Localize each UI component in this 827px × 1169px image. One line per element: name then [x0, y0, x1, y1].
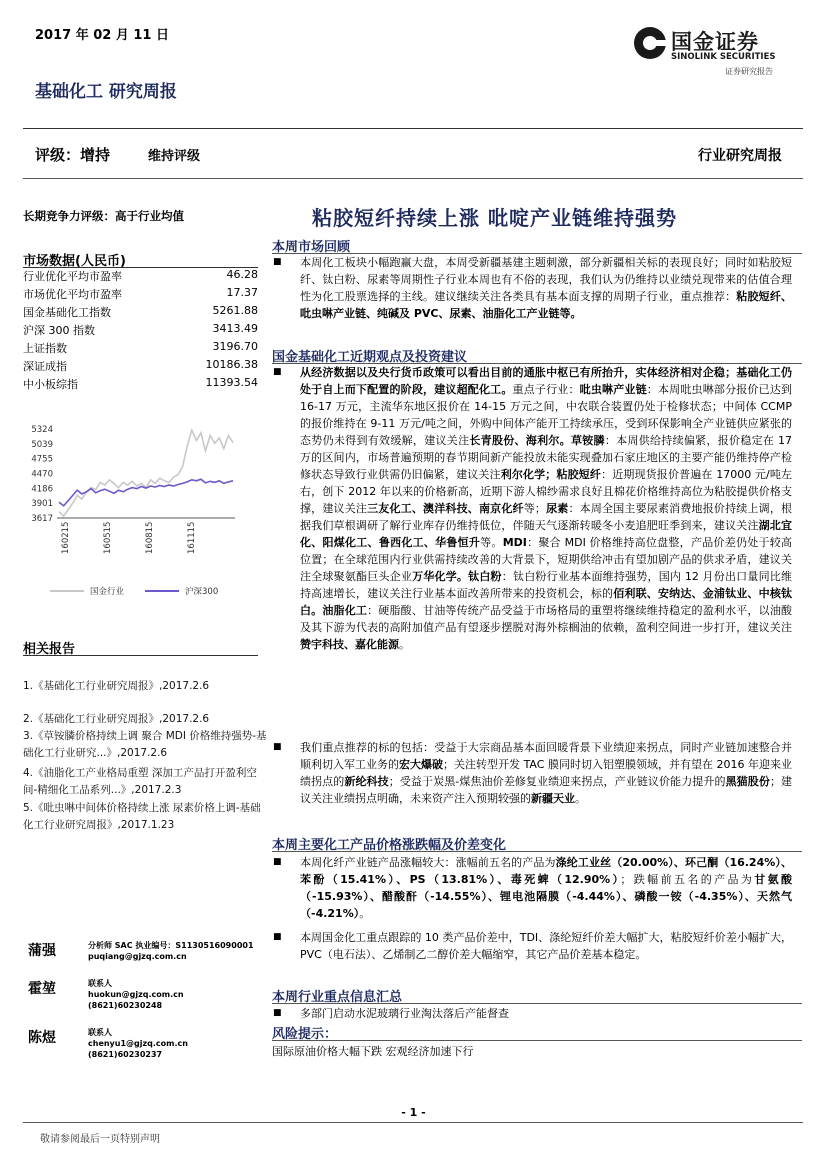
analyst-info-line: 分析师 SAC 执业编号：S1130516090001	[88, 941, 254, 950]
market-row-label: 上证指数	[23, 342, 67, 355]
rating-value: 增持	[80, 146, 111, 164]
y-tick-label: 4470	[31, 469, 53, 480]
recommendation-paragraph	[300, 739, 792, 807]
logo-subtitle: 证券研究报告	[725, 67, 773, 76]
market-row	[23, 358, 258, 375]
series-line-industry	[59, 430, 233, 516]
related-report-item[interactable]: 1.《基础化工行业研究周报》,2017.2.6	[23, 680, 210, 692]
analyst-phone: (8621)60230237	[88, 1050, 163, 1059]
text-run-bold: 黑猫股份	[725, 775, 770, 788]
text-run: ；受益于炭黑-煤焦油价差修复业绩迎来拐点，产业链议价能力提升的	[388, 775, 726, 788]
logo-cn: 国金证券	[671, 30, 759, 54]
rating-divider	[23, 178, 803, 179]
market-row-label: 市场优化平均市盈率	[23, 288, 122, 301]
x-tick-label: 160815	[145, 521, 155, 554]
text-run: ；建议关注业绩拐点明确，未来资产注入预期较强的	[300, 775, 793, 805]
x-tick-label: 160515	[103, 521, 113, 554]
section-divider	[272, 851, 802, 852]
market-row	[23, 286, 258, 303]
spread-paragraph: 本周国金化工重点跟踪的 10 类产品价差中，TDI、涤纶短纤价差大幅扩大，粘胶短纤价差小幅扩大，PVC（电石法）、乙烯制乙二醇价差大幅缩窄，其它产品价差基本稳定。	[300, 931, 792, 961]
text-run: ：钛白粉行业基本面维持强势，国内 12 月份出口量同比维持高速增长，建议关注行业基本面改善所带来的投资机会，标的	[300, 570, 793, 600]
market-row-label: 沪深 300 指数	[23, 324, 95, 337]
legend-label: 国金行业	[90, 587, 125, 597]
analyst-email[interactable]: puqiang@gjzq.com.cn	[88, 952, 187, 961]
bullet-icon: ■	[273, 1008, 282, 1018]
y-tick-label: 4755	[31, 454, 53, 465]
analyst-info	[88, 978, 184, 1011]
text-run-bold: 佰利联、安纳达、金浦钛业、中核钛白。油脂化工	[300, 587, 793, 617]
section-divider	[272, 1040, 802, 1041]
sinolink-logo-icon	[633, 26, 667, 60]
footer-disclaimer[interactable]: 敬请参阅最后一页特别声明	[40, 1134, 160, 1145]
text-run-bold: 新疆天业	[531, 792, 575, 805]
text-run-bold: 宏大爆破	[399, 758, 444, 771]
text-run: 本周化工板块小幅跑赢大盘，本周受新疆基建主题刺激，部分新疆相关标的表现良好；同时如粘胶短纤、钛白粉、尿素等周期性子行业本周也有不俗的表现，我们认为仍维持以业绩兑现带来的估值合理性为化工股票选择的主线。建议继续关注各类具有基本面支撑的周期子行业，重点推荐：	[300, 256, 792, 303]
related-reports-title: 相关报告	[23, 642, 76, 657]
market-row-value: 10186.38	[205, 358, 258, 371]
market-row-label: 行业优化平均市盈率	[23, 270, 122, 283]
analyst-info	[88, 1027, 188, 1060]
footer-divider	[23, 1122, 803, 1123]
market-row-value: 11393.54	[205, 376, 258, 389]
text-run: ：聚合 MDI 价格维持高位盘整，产品价差仍处于较高位置；在全球范围内行业供需持续改善的大背景下，短期供给冲击有望加剧产品的供求矛盾，建议关注全球聚氨酯巨头企业	[300, 536, 793, 583]
text-run: 重点子行业：	[512, 383, 580, 396]
views-paragraph	[300, 364, 792, 653]
y-tick-label: 4186	[31, 484, 53, 495]
section-title-market-review: 本周市场回顾	[272, 240, 351, 255]
section-title-industry-news: 本周行业重点信息汇总	[272, 990, 403, 1005]
text-run-bold: 吡虫啉产业链	[579, 383, 647, 396]
text-run-bold: 甘氨酸（-15.93%）、醋酸酐（-14.55%）、锂电池隔膜（-4.44%）、磷酸一铵（-4.35%）、天然气（-4.21%）	[300, 873, 793, 920]
analyst-email[interactable]: huokun@gjzq.com.cn	[88, 990, 184, 999]
legend-label: 沪深300	[185, 587, 219, 597]
text-run: ：硬脂酸、甘油等传统产品受益于市场格局的重塑将继续维持稳定的盈利水平，以油酸及其下游为代表的高附加值产品有望逐步摆脱对海外棕榈油的依赖，盈利空间进一步打开，建议关注	[300, 604, 793, 634]
text-run-bold: 长青股份、海利尔。草铵膦	[469, 434, 605, 447]
long-term-rating: 长期竞争力评级：高于行业均值	[23, 209, 184, 223]
text-run: 。	[399, 638, 410, 651]
market-row-value: 17.37	[226, 286, 258, 299]
text-run: 等；	[523, 502, 546, 515]
market-row	[23, 268, 258, 285]
text-run-bold: 从经济数据以及央行货币政策可以看出目前的通胀中枢已有所抬升，实体经济相对企稳；基础化工仍处于自上而下配置的阶段，建议超配化工。	[300, 366, 792, 396]
y-tick-label: 5039	[31, 439, 53, 450]
market-row-label: 国金基础化工指数	[23, 306, 111, 319]
text-run-bold: 赞宇科技、嘉化能源	[300, 638, 399, 651]
index-chart-svg	[15, 415, 265, 605]
section-title-price-changes: 本周主要化工产品价格涨跌幅及价差变化	[272, 838, 507, 853]
text-run-bold: 粘胶短纤、吡虫啉产业链、纯碱及 PVC、尿素、油脂化工产业链等。	[300, 290, 793, 320]
market-row	[23, 376, 258, 393]
bullet-icon: ■	[273, 932, 282, 942]
bullet-icon: ■	[273, 857, 282, 867]
analyst-info-line: 联系人	[88, 1028, 112, 1037]
text-run-bold: 尿素	[545, 502, 569, 515]
related-report-item[interactable]: 3.《草铵膦价格持续上调 聚合 MDI 价格维持强势-基础化工行业研究...》,2017.2.6	[23, 730, 267, 759]
x-tick-label: 161115	[187, 521, 197, 554]
text-run-bold: 新纶科技	[344, 775, 389, 788]
x-tick-label: 160215	[61, 521, 71, 554]
market-row-value: 3413.49	[212, 322, 258, 335]
market-row-label: 中小板综指	[23, 378, 78, 391]
analyst-info-line: 联系人	[88, 979, 112, 988]
market-row-value: 5261.88	[212, 304, 258, 317]
report-date: 2017 年 02 月 11 日	[35, 28, 169, 43]
rating-keep: 维持评级	[148, 149, 201, 164]
text-run: ：本周吡虫啉部分报价已达到 16-17 万元，主流华东地区报价在 14-15 万元之间，中农联合装置仍处于检修状态；中间体 CCMP 的报价维持在 9-11 万元/吨之间，外购中间体产能开工持续承压，受到环保影响全产业链供应紧张的态势仍未得到有效缓解，建议关注	[300, 383, 793, 447]
index-chart	[15, 415, 265, 605]
analyst-email[interactable]: chenyu1@gjzq.com.cn	[88, 1039, 188, 1048]
rating-line	[35, 144, 200, 165]
text-run-bold: MDI	[502, 536, 527, 549]
section-title-views: 国金基础化工近期观点及投资建议	[272, 350, 468, 365]
report-category-title: 基础化工 研究周报	[35, 82, 177, 102]
text-run-bold: 三友化工、澳洋科技、南京化纤	[367, 502, 524, 515]
section-divider	[272, 1003, 802, 1004]
text-run-bold: 涤纶工业丝（20.00%）、环己酮（16.24%）、苯酚（15.41%）、PS（13.81%）、毒死蜱（12.90%）	[300, 856, 792, 886]
y-tick-label: 3901	[31, 499, 53, 510]
market-review-paragraph	[300, 254, 792, 322]
text-run-bold: 万华化学。钛白粉	[412, 570, 502, 583]
header-divider	[23, 128, 803, 129]
page-number: - 1 -	[401, 1106, 426, 1119]
market-row	[23, 304, 258, 321]
bullet-icon: ■	[273, 257, 282, 267]
related-report-item[interactable]: 4.《油脂化工产业格局重塑 深加工产品打开盈利空间-精细化工品系列...》,2017.2.3	[23, 767, 257, 796]
risk-text: 国际原油价格大幅下跌 宏观经济加速下行	[272, 1045, 474, 1058]
bullet-icon: ■	[273, 742, 282, 752]
market-row-value: 3196.70	[212, 340, 258, 353]
text-run-bold: 湖北宜化、阳煤化工、鲁西化工、华鲁恒升	[300, 519, 792, 549]
main-title: 粘胶短纤持续上涨 吡啶产业链维持强势	[312, 206, 677, 230]
market-row	[23, 322, 258, 339]
text-run: 我们重点推荐的标的包括：受益于大宗商品基本面回暖背景下业绩迎来拐点，同时产业链加速整合并顺利切入军工业务的	[300, 741, 792, 771]
logo-en: SINOLINK SECURITIES	[671, 52, 776, 62]
analyst-name: 陈煜	[28, 1030, 56, 1046]
analyst-name: 蒲强	[28, 943, 56, 959]
section-title-risk: 风险提示：	[272, 1027, 338, 1042]
text-run: ：本周供给持续偏紧，报价稳定在 17 万的区间内，市场普遍预期的春节期间新产能投放未能实现叠加石家庄地区的主要产能仍维持停产检修状态导致行业供需仍旧偏紧，建议关注	[300, 434, 793, 481]
series-line-hs300	[59, 479, 233, 506]
analyst-phone: (8621)60230248	[88, 1001, 163, 1010]
market-row-value: 46.28	[226, 268, 258, 281]
text-run-bold: 利尔化学；粘胶短纤	[500, 468, 602, 481]
related-report-item[interactable]: 5.《吡虫啉中间体价格持续上涨 尿素价格上调-基础化工行业研究周报》,2017.1.23	[23, 802, 261, 831]
rating-label: 评级：	[35, 146, 81, 164]
analyst-name: 霍堃	[28, 981, 56, 997]
price-change-paragraph	[300, 854, 792, 922]
market-row-label: 深证成指	[23, 360, 67, 373]
market-data-title: 市场数据(人民币)	[23, 254, 126, 269]
text-run: ：本周全国主要尿素消费地报价持续上调，根据我们草根调研了解行业库存仍维持低位，伴随天气逐渐转暖冬小麦追肥旺季到来，建议关注	[300, 502, 793, 532]
market-row	[23, 340, 258, 357]
industry-news-item: 多部门启动水泥玻璃行业淘汰落后产能督查	[300, 1007, 509, 1020]
related-reports-divider	[23, 655, 258, 656]
text-run: 本周化纤产业链产品涨幅较大：涨幅前五名的产品为	[300, 856, 556, 869]
text-run: ：近期现货报价普遍在 17000 元/吨左右，创下 2012 年以来的价格新高，近期下游人棉纱需求良好且棉花价格维持高位为粘胶提供价格支撑，建议关注	[300, 468, 793, 515]
report-type: 行业研究周报	[698, 148, 782, 164]
text-run: 等。	[480, 536, 503, 549]
text-run: 。	[575, 792, 586, 805]
y-tick-label: 5324	[31, 424, 53, 435]
sinolink-logo	[633, 22, 793, 82]
y-tick-label: 3617	[31, 514, 53, 524]
text-run: ；关注转型开发 TAC 膜同时切入铝塑膜领域，并有望在 2016 年迎来业绩拐点的	[300, 758, 792, 788]
analyst-info	[88, 940, 254, 962]
bullet-icon: ■	[273, 367, 282, 377]
text-run: ；跌幅前五名的产品为	[620, 873, 755, 886]
related-report-item[interactable]: 2.《基础化工行业研究周报》,2017.2.6	[23, 713, 210, 725]
text-run: 。	[359, 907, 371, 920]
